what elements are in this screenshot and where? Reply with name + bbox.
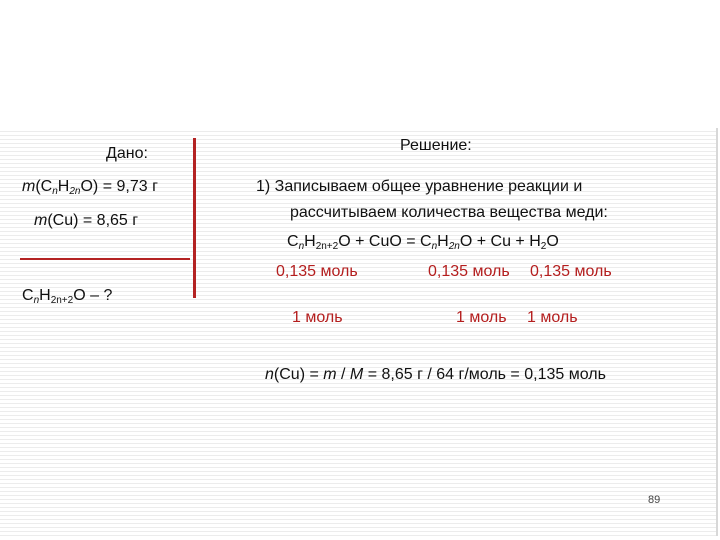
right-margin-line	[716, 128, 718, 536]
given-mass-copper: m(Cu) = 8,65 г	[34, 212, 139, 229]
copper-moles-calculation: n(Cu) = m / M = 8,65 г / 64 г/моль = 0,135 моль	[265, 366, 606, 383]
moles-alcohol: 0,135 моль	[276, 263, 358, 280]
coeff-alcohol: 1 моль	[292, 309, 343, 326]
coeff-copper: 1 моль	[527, 309, 578, 326]
moles-copper: 0,135 моль	[530, 263, 612, 280]
coeff-aldehyde: 1 моль	[456, 309, 507, 326]
given-divider-line	[20, 258, 190, 260]
find-formula: CnH2n+2O – ?	[22, 287, 113, 306]
given-mass-alcohol: m(CnH2nO) = 9,73 г	[22, 178, 158, 197]
section-divider-line	[193, 138, 196, 298]
step1-text-line2: рассчитываем количества вещества меди:	[290, 204, 608, 221]
moles-aldehyde: 0,135 моль	[428, 263, 510, 280]
step1-text-line1: 1) Записываем общее уравнение реакции и	[256, 178, 583, 195]
solution-heading: Решение:	[400, 137, 472, 154]
given-heading: Дано:	[106, 145, 148, 162]
reaction-equation: CnH2n+2O + CuO = CnH2nO + Cu + H2O	[287, 233, 559, 252]
page-number: 89	[648, 494, 661, 506]
